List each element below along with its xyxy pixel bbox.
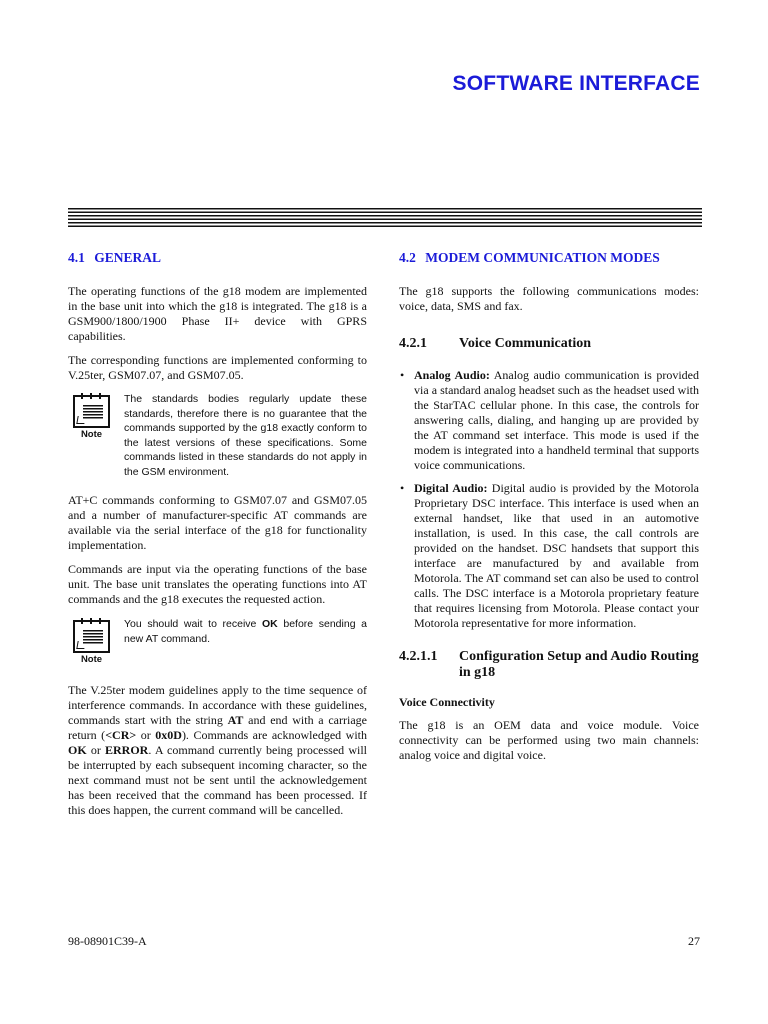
note-icon <box>68 617 124 669</box>
paragraph: Commands are input via the operating functions of the base unit. The base unit translates the operating functions into AT commands and the g18 executes the requested action. <box>68 562 367 606</box>
paragraph: The operating functions of the g18 modem are implemented in the base unit into which the g18 is integrated. The g18 is a GSM900/1800/1900 Phase II+ device with GPRS capabilities. <box>68 284 367 343</box>
subsection-number: 4.2.1.1 <box>399 649 438 664</box>
list-item: • Digital Audio: Digital audio is provided by the Motorola Proprietary DSC interface. This interface is used when an external handset, like that used in an automotive installation, is used. In this case, the call controls are provided on the handset. DSC handsets that support this interface are manufactured by and available from Motorola. The AT command set can also be used to control calls. The DSC interface is a Motorola proprietary feature that requires licensing from Motorola. Please contact your Motorola representative for more information. <box>399 481 699 631</box>
paragraph: The corresponding functions are implemented conforming to V.25ter, GSM07.07, and GSM07.05. <box>68 353 367 382</box>
subsection-title: Voice Communication <box>459 336 592 351</box>
footer-page-number: 27 <box>688 934 700 948</box>
paragraph: The g18 supports the following communications modes: voice, data, SMS and fax. <box>399 284 699 313</box>
paragraph: The V.25ter modem guidelines apply to the time sequence of interference commands. In accordance with these guidelines, commands start with the string AT and end with a carriage return (<CR> or 0x0D). Commands are acknowledged with OK or ERROR. A command currently being processed will be interrupted by each subsequent incoming character, so the next command must not be sent until the acknowledgement has been received that the command has been processed. If this does happen, the current command will be cancelled. <box>68 683 368 817</box>
section-title: MODEM COMMUNICATION MODES <box>425 250 660 265</box>
bullet-list <box>399 368 699 631</box>
section-number: 4.1 <box>68 250 85 265</box>
subsection-title: Configuration Setup and Audio Routing in g18 <box>459 649 699 680</box>
paragraph: AT+C commands conforming to GSM07.07 and GSM07.05 and a number of manufacturer-specific AT commands are available via the serial interface of the g18 for functionality implementation. <box>68 493 367 552</box>
subsubsection-heading <box>399 649 699 681</box>
section-heading-modes <box>399 250 699 266</box>
section-heading-general <box>68 250 367 266</box>
minor-heading: Voice Connectivity <box>399 695 495 709</box>
list-item: • Analog Audio: Analog audio communication is provided via a standard analog headset such as the headset used with the StarTAC cellular phone. In this case, the controls for answering calls, dialing, and hanging up are provided by the AT command set interface. This mode is used if the modem is integrated into a handheld terminal that supports voice communications. <box>399 368 699 473</box>
header-rule <box>68 208 702 228</box>
note-callout <box>68 392 367 479</box>
note-text: The standards bodies regularly update these standards, therefore there is no guarantee that the commands supported by the g18 exactly conform to the latest versions of these specifications. Some commands listed in these standards do not apply in the GSM environment. <box>124 393 367 478</box>
paragraph: The g18 is an OEM data and voice module. Voice connectivity can be performed using two main channels: analog voice and digital voice. <box>399 718 699 762</box>
note-label: Note <box>80 654 103 665</box>
left-column <box>68 250 367 827</box>
note-text: You should wait to receive OK before sending a new AT command. <box>124 618 367 645</box>
section-title: GENERAL <box>94 250 162 265</box>
note-callout <box>68 617 367 669</box>
chapter-title: SOFTWARE INTERFACE <box>452 72 700 95</box>
footer-doc-number: 98-08901C39-A <box>68 934 147 948</box>
subsection-number: 4.2.1 <box>399 336 427 351</box>
section-number: 4.2 <box>399 250 416 265</box>
right-column <box>399 250 699 772</box>
subsection-heading-voice <box>399 336 699 352</box>
note-icon <box>68 392 124 444</box>
note-label: Note <box>80 429 103 440</box>
